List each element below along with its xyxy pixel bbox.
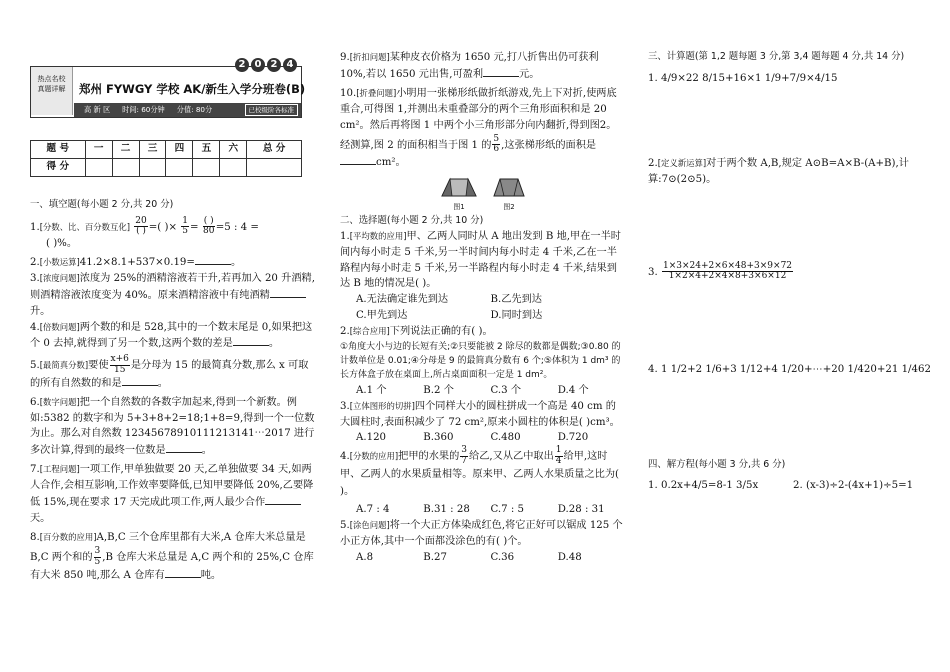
q-text: A,B,C 三个仓库里都有大米,A 仓库大米总量是 B,C 两个和的 <box>30 532 306 564</box>
q-text: 给乙,又从乙中取出 <box>469 451 554 463</box>
q-text: 两个数的和是 528,其中的一个数末尾是 0,如果把这个 0 去掉,就得到了另一个数,这两个数的差是 <box>30 321 313 350</box>
year-digit: 2 <box>267 58 281 72</box>
q-num: 3. <box>648 266 658 278</box>
work-area[interactable] <box>648 282 938 362</box>
q-tag: [综合应用] <box>349 325 390 336</box>
score-table-score-row <box>31 159 302 177</box>
figure-1-label: 图1 <box>453 202 465 211</box>
work-area[interactable] <box>648 86 938 156</box>
section2-title: 二、选择题(每小题 2 分,共 10 分) <box>340 215 484 227</box>
q-text: 元。 <box>519 68 540 80</box>
fraction <box>110 355 130 375</box>
q-text: 某种皮衣价格为 1650 元,打八折售出仍可获利 10%,若以 1650 元出售,可盈利 <box>340 52 599 80</box>
question-1-8 <box>30 529 315 585</box>
exam-time: 时间: 60分钟 <box>122 105 165 115</box>
score-input-cell[interactable] <box>139 159 166 177</box>
calc-question-3 <box>648 262 938 282</box>
q-num: 5. <box>30 360 40 372</box>
q-text: 把甲的水果的 <box>398 451 460 463</box>
answer-blank[interactable] <box>122 375 158 386</box>
q-tag: [折叠问题] <box>356 87 397 98</box>
q-num: 1. <box>648 72 658 84</box>
score-cell: 三 <box>139 141 166 159</box>
options-row <box>340 308 625 324</box>
frac-num: ( ) <box>203 215 214 226</box>
fraction <box>662 262 793 282</box>
answer-blank[interactable] <box>165 567 201 578</box>
q-text: 吨。 <box>200 570 222 582</box>
fraction <box>460 446 468 466</box>
score-cell: 六 <box>220 141 247 159</box>
option-b[interactable]: B.乙先到达 <box>490 294 542 306</box>
score-cell: 四 <box>166 141 193 159</box>
q-text: 给甲,这时甲、乙两人的水果质量相等。原来甲、乙两人水果质量之比为( )。 <box>340 451 620 498</box>
q-text: ( )%。 <box>46 238 78 250</box>
q-num: 5. <box>340 520 350 532</box>
score-input-cell[interactable] <box>166 159 193 177</box>
q-tag: [平均数的应用] <box>349 231 407 242</box>
score-input-cell[interactable] <box>220 159 247 177</box>
q-num: 9. <box>340 52 350 63</box>
option-d[interactable]: D.28 : 31 <box>557 503 605 515</box>
calc-question-1 <box>648 71 938 87</box>
q-num: 7. <box>30 464 40 476</box>
q-text: 升。 <box>30 305 51 317</box>
option-c[interactable]: C.7 : 5 <box>490 503 525 515</box>
option-c[interactable]: C.3 个 <box>490 384 522 396</box>
choice-question-2 <box>340 324 625 399</box>
option-a[interactable]: A.1 个 <box>356 384 387 396</box>
score-table-header-row <box>31 141 302 159</box>
option-d[interactable]: D.4 个 <box>557 384 589 396</box>
options-row <box>340 501 625 518</box>
options-row <box>340 430 625 446</box>
q-text: 四个同样大小的圆柱拼成一个高是 40 cm 的大圆柱时,表面积减少了 72 cm²,原来小圆柱的体积是( )cm³。 <box>340 400 620 428</box>
standard-badge: 已校级阶各标准 <box>245 104 299 116</box>
option-d[interactable]: D.同时到达 <box>490 310 543 322</box>
question-1-10 <box>340 86 625 172</box>
choice-question-3 <box>340 399 625 446</box>
answer-blank[interactable] <box>166 442 202 453</box>
option-c[interactable]: C.480 <box>490 432 521 444</box>
score-cell: 得 分 <box>31 159 86 177</box>
q-text: 下列说法正确的有( )。 <box>389 325 493 337</box>
work-area[interactable] <box>648 188 938 262</box>
q-text: ,这张梯形纸的面积是 <box>501 139 597 151</box>
score-cell: 五 <box>193 141 220 159</box>
answer-blank[interactable] <box>233 335 269 346</box>
q-tag: [倍数问题] <box>39 321 80 332</box>
section4-title: 四、解方程(每小题 3 分,共 6 分) <box>648 458 786 470</box>
question-1-7 <box>30 462 315 526</box>
q-num: 6. <box>30 396 40 408</box>
answer-blank[interactable] <box>265 494 301 505</box>
score-table <box>30 140 302 177</box>
q-text: = <box>190 221 199 233</box>
score-cell: 总 分 <box>247 141 302 159</box>
q-num: 1. <box>30 221 40 233</box>
option-a[interactable]: A.无法确定谁先到达 <box>356 294 449 306</box>
q-text: 要使 <box>88 360 109 372</box>
q-tag: [百分数的应用] <box>39 532 97 543</box>
figure-2 <box>488 176 530 213</box>
q-tag: [数字问题] <box>39 396 80 407</box>
equations-row <box>648 478 938 494</box>
q-text: 小明用一张梯形纸做折纸游戏,先上下对折,使两底重合,可得图 1,并测出未重叠部分的两个三角形面积和是 20 cm²。然后再将图 1 中两个小三角形部分向内翻折,得到图2。经测算,图 2 的面积相当于图 1 的 <box>340 87 617 151</box>
equation-1 <box>648 478 793 494</box>
frac-den: 6 <box>493 144 500 154</box>
section1-title: 一、填空题(每小题 2 分,共 20 分) <box>30 199 174 210</box>
q-num: 10. <box>340 87 357 99</box>
question-1-2 <box>30 254 315 271</box>
fraction <box>203 217 215 237</box>
fold-figures <box>438 176 625 213</box>
q-text: 。 <box>201 445 212 457</box>
calc-question-2 <box>648 156 938 188</box>
q-num: 4. <box>30 321 40 333</box>
fraction <box>492 135 500 155</box>
q-tag: [分数的应用] <box>349 451 399 462</box>
q-tag: [折扣问题] <box>349 52 390 62</box>
q-text: 是分母为 15 的最简真分数,那么 x 可取的所有自然数的和是 <box>30 360 309 390</box>
frac-den: 7 <box>461 455 468 466</box>
option-a[interactable]: A.120 <box>356 432 387 444</box>
q-text: 天。 <box>30 512 51 524</box>
choice-question-5 <box>340 518 625 565</box>
options-row <box>340 292 625 308</box>
option-d[interactable]: D.720 <box>557 432 589 444</box>
column-3 <box>648 50 938 494</box>
q-tag: [分数、比、百分数互化] <box>39 221 131 232</box>
q-body: ①角度大小与边的长短有关;②只要能被 2 除尽的数都是偶数;③0.80 的计数单位是 0.01;④分母是 9 的最简真分数有 6 个;⑤体积为 1 dm³ 的长方体盒子放在桌面上,所占桌面面积一定是 1 dm²。 <box>340 341 621 381</box>
frac-den: ( ) <box>136 226 146 237</box>
q-tag: [小数运算] <box>39 257 80 268</box>
equation-2 <box>793 478 938 494</box>
trapezoid-figure-2 <box>488 176 530 198</box>
q-text: 0.2x+4/5=8-1 3/5x <box>660 480 759 492</box>
q-num: 3. <box>340 400 350 412</box>
badge-line1: 热点名校 <box>37 75 66 83</box>
calc-question-4 <box>648 362 938 378</box>
option-a[interactable]: A.7 : 4 <box>356 503 390 515</box>
frac-den: 4 <box>555 455 562 466</box>
score-input-cell[interactable] <box>247 159 302 177</box>
q-num: 2. <box>30 257 40 269</box>
choice-question-1 <box>340 229 625 324</box>
option-a[interactable]: A.8 <box>356 551 374 563</box>
frac-num: 20 <box>135 215 147 226</box>
q-num: 4. <box>340 451 350 463</box>
option-b[interactable]: B.2 个 <box>423 384 454 396</box>
q-text: 甲、乙两人同时从 A 地出发到 B 地,甲在一半时间内每小时走 5 千米,另一半时间内每小时走 4 千米,乙在一半路程内每小时走 5 千米,另一半路程内每小时走 4 千米,结果到达 B 地的情况是( )。 <box>340 231 621 290</box>
q-num: 4. <box>648 363 658 375</box>
score-input-cell[interactable] <box>193 159 220 177</box>
answer-blank[interactable] <box>195 254 231 265</box>
q-tag: [工程问题] <box>39 464 80 475</box>
answer-blank[interactable] <box>340 154 376 165</box>
exam-header <box>30 59 306 118</box>
year-badge <box>235 58 297 72</box>
q-num: 8. <box>30 532 40 544</box>
q-num: 3. <box>30 273 40 285</box>
exam-score: 分值: 80分 <box>176 105 213 115</box>
q-text: (x-3)÷2-(4x+1)÷5=1 <box>805 480 914 492</box>
work-area[interactable] <box>648 378 938 458</box>
q-text: 把一个自然数的各数字加起来,得到一个新数。例如:5382 的数字和为 5+3+8+2=18;1+8=9,得到一个一位数为止。那么对自然数 12345678910111213141⋯2017 进行多次计算,得到的最终一位数是 <box>30 396 315 457</box>
score-input-cell[interactable] <box>112 159 139 177</box>
q-text: 。 <box>157 378 168 390</box>
answer-blank[interactable] <box>270 287 306 298</box>
question-1-3 <box>30 271 315 319</box>
option-c[interactable]: C.甲先到达 <box>356 310 408 322</box>
q-text: 41.2×8.1+537×0.19= <box>79 257 195 269</box>
trapezoid-figure-1 <box>438 176 480 198</box>
frac-den: 1×2×4+2×4×8+3×6×12 <box>668 271 787 282</box>
frac-den: 80 <box>203 226 215 237</box>
year-digit: 0 <box>251 58 265 72</box>
frac-den: 15 <box>113 364 126 375</box>
question-1-1 <box>30 217 315 253</box>
option-b[interactable]: B.27 <box>423 551 447 563</box>
fraction <box>555 446 563 466</box>
frac-num: 3 <box>461 445 468 456</box>
section3-title: 三、计算题(第 1,2 题每题 3 分,第 3,4 题每题 4 分,共 14 分) <box>648 51 905 62</box>
exam-info-bar <box>74 103 301 117</box>
column-1 <box>30 198 315 585</box>
q-text: 4/9×22 8/15+16×1 1/9+7/9×4/15 <box>660 72 838 84</box>
q-text: 。 <box>230 257 242 269</box>
q-text: 。 <box>268 338 279 350</box>
q-num: 1. <box>340 231 350 243</box>
score-cell: 题 号 <box>31 141 86 159</box>
question-1-5 <box>30 355 315 392</box>
district: 高 新 区 <box>84 105 111 115</box>
q-tag: [浓度问题] <box>39 273 80 284</box>
q-text: =5 : 4 = <box>215 221 259 233</box>
choice-question-4 <box>340 446 625 518</box>
frac-num: 3 <box>94 546 101 557</box>
answer-blank[interactable] <box>483 66 519 77</box>
score-cell: 二 <box>112 141 139 159</box>
badge-line2: 真题详解 <box>37 84 66 93</box>
q-text: cm²。 <box>376 157 406 169</box>
q-num: 2. <box>340 325 350 337</box>
frac-num: 1 <box>555 445 562 456</box>
q-text: 1 1/2+2 1/6+3 1/12+4 1/20+⋯+20 1/420+21 1/462 <box>660 363 931 375</box>
figure-2-label: 图2 <box>503 202 515 211</box>
year-digit: 4 <box>283 58 297 72</box>
frac-num: 5 <box>493 133 500 144</box>
q-text: =( ) <box>148 221 169 233</box>
hot-school-badge <box>31 67 73 115</box>
fraction <box>94 547 102 567</box>
q-num: 2. <box>793 480 803 492</box>
q-text: 将一个大正方体染成红色,将它正好可以锯成 125 个小正方体,其中一个面都没涂色的有( )个。 <box>340 520 623 547</box>
frac-den: 5 <box>94 556 101 567</box>
q-tag: [定义新运算] <box>657 158 707 169</box>
option-d[interactable]: D.48 <box>557 551 582 563</box>
frac-num: 1×3×24+2×6×48+3×9×72 <box>662 261 793 272</box>
question-1-4 <box>30 320 315 353</box>
options-row <box>340 383 625 399</box>
q-text: × <box>168 221 178 233</box>
question-1-9 <box>340 50 625 83</box>
q-tag: [涂色问题] <box>349 520 390 531</box>
q-num: 1. <box>648 480 658 492</box>
q-num: 2. <box>648 158 658 170</box>
q-text: 对于两个数 A,B,规定 A⊙B=A×B-(A+B),计算:7⊙(2⊙5)。 <box>648 158 909 186</box>
frac-num: 1 <box>182 215 188 226</box>
q-tag: [立体图形的切拼] <box>349 400 415 411</box>
q-text: 一项工作,甲单独做要 20 天,乙单独做要 34 天,如两人合作,会相互影响,工作效率要降低,已知甲要降低 20%,乙要降低 15%,现在要求 17 天完成此项工作,两人最少合作 <box>30 464 314 508</box>
q-text: 浓度为 25%的酒精溶液若干升,若再加入 20 升酒精,则酒精溶液浓度变为 40%。原来酒精溶液中有纯酒精 <box>30 273 315 301</box>
exam-title: 郑州 FYWGY 学校 AK/新生入学分班卷(B) <box>79 82 306 96</box>
fraction <box>181 217 189 237</box>
column-2 <box>340 50 625 565</box>
score-input-cell[interactable] <box>85 159 112 177</box>
year-digit: 2 <box>235 58 249 72</box>
q-text: ,B 仓库大米总量是 A,C 两个和的 25%,C 仓库有大米 850 吨,那么 A 仓库有 <box>30 552 314 582</box>
score-cell: 一 <box>85 141 112 159</box>
option-c[interactable]: C.36 <box>490 551 515 563</box>
options-row <box>340 550 625 566</box>
figure-1 <box>438 176 480 213</box>
frac-den: 5 <box>182 226 188 237</box>
q-tag: [最简真分数] <box>39 360 89 371</box>
option-b[interactable]: B.360 <box>423 432 454 444</box>
question-1-6 <box>30 395 315 459</box>
fraction <box>134 217 147 237</box>
frac-num: x+6 <box>110 354 129 365</box>
option-b[interactable]: B.31 : 28 <box>423 503 470 515</box>
